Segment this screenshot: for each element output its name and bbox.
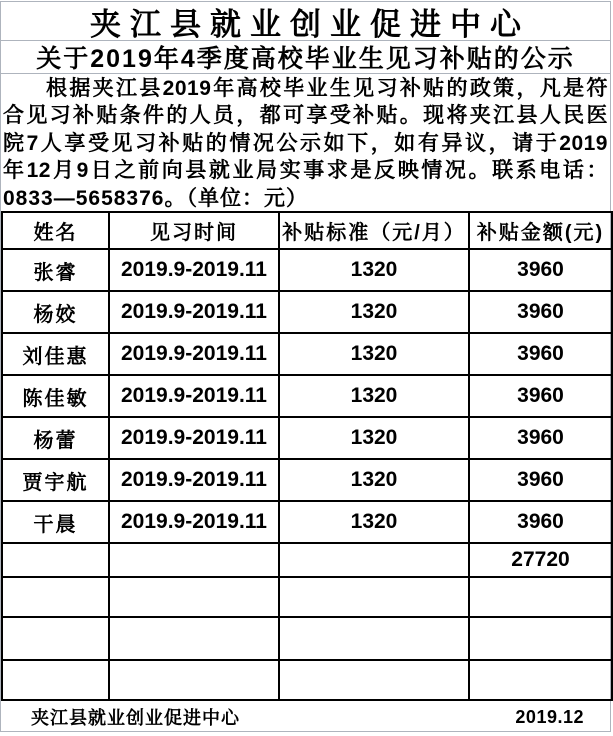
cell-period: 2019.9-2019.11 — [109, 459, 279, 501]
cell-standard — [279, 543, 469, 577]
page-title: 夹江县就业创业促进中心 — [1, 2, 610, 41]
cell-name: 贾宇航 — [2, 459, 109, 501]
cell-name — [2, 543, 109, 577]
cell-standard: 1320 — [279, 459, 469, 501]
header-amount: 补贴金额(元) — [469, 212, 612, 249]
cell-total-amount: 27720 — [469, 543, 612, 577]
table-row — [2, 417, 612, 459]
cell-name: 杨姣 — [2, 291, 109, 333]
table-row — [2, 333, 612, 375]
cell-period: 2019.9-2019.11 — [109, 375, 279, 417]
cell-period: 2019.9-2019.11 — [109, 249, 279, 291]
empty-cell — [2, 577, 109, 617]
subsidy-table — [1, 211, 613, 701]
empty-cell — [279, 617, 469, 660]
notice-line: 根据夹江县2019年高校毕业生见习补贴的政策，凡是符 — [46, 77, 608, 100]
cell-amount: 3960 — [469, 417, 612, 459]
cell-standard: 1320 — [279, 417, 469, 459]
notice-line: 0833—5658376。（单位：元） — [3, 186, 308, 210]
empty-cell — [279, 577, 469, 617]
cell-period: 2019.9-2019.11 — [109, 333, 279, 375]
footer — [1, 701, 610, 733]
empty-cell — [469, 577, 612, 617]
cell-name: 刘佳惠 — [2, 333, 109, 375]
page-subtitle: 关于2019年4季度高校毕业生见习补贴的公示 — [1, 41, 610, 74]
cell-period: 2019.9-2019.11 — [109, 417, 279, 459]
sheet — [0, 1, 611, 732]
empty-cell — [469, 660, 612, 700]
cell-name: 杨蕾 — [2, 417, 109, 459]
empty-cell — [2, 660, 109, 700]
cell-amount: 3960 — [469, 291, 612, 333]
cell-standard: 1320 — [279, 333, 469, 375]
cell-amount: 3960 — [469, 459, 612, 501]
cell-standard: 1320 — [279, 375, 469, 417]
table-header-row — [2, 212, 612, 249]
empty-cell — [109, 660, 279, 700]
notice-paragraph — [1, 74, 610, 211]
header-standard: 补贴标准（元/月） — [279, 212, 469, 249]
table-total-row — [2, 543, 612, 577]
table-row — [2, 291, 612, 333]
cell-amount: 3960 — [469, 249, 612, 291]
cell-standard: 1320 — [279, 501, 469, 543]
notice-line: 合见习补贴条件的人员，都可享受补贴。现将夹江县人民医 — [3, 104, 608, 128]
cell-name: 干晨 — [2, 501, 109, 543]
cell-standard: 1320 — [279, 249, 469, 291]
empty-cell — [469, 617, 612, 660]
cell-amount: 3960 — [469, 501, 612, 543]
header-period: 见习时间 — [109, 212, 279, 249]
cell-name: 张睿 — [2, 249, 109, 291]
empty-cell — [2, 617, 109, 660]
header-name: 姓名 — [2, 212, 109, 249]
notice-line: 年12月9日之前向县就业局实事求是反映情况。联系电话： — [3, 159, 608, 183]
cell-amount: 3960 — [469, 333, 612, 375]
cell-name: 陈佳敏 — [2, 375, 109, 417]
table-empty-row — [2, 660, 612, 700]
empty-cell — [109, 577, 279, 617]
notice-line: 院7人享受见习补贴的情况公示如下，如有异议，请于2019 — [3, 131, 608, 155]
cell-standard: 1320 — [279, 291, 469, 333]
table-row — [2, 249, 612, 291]
table-row — [2, 459, 612, 501]
table-row — [2, 501, 612, 543]
footer-date: 2019.12 — [515, 706, 584, 727]
table-empty-row — [2, 617, 612, 660]
cell-period: 2019.9-2019.11 — [109, 501, 279, 543]
empty-cell — [109, 617, 279, 660]
cell-period: 2019.9-2019.11 — [109, 291, 279, 333]
cell-period — [109, 543, 279, 577]
footer-organization: 夹江县就业创业促进中心 — [31, 708, 240, 728]
table-row — [2, 375, 612, 417]
table-empty-row — [2, 577, 612, 617]
empty-cell — [279, 660, 469, 700]
cell-amount: 3960 — [469, 375, 612, 417]
